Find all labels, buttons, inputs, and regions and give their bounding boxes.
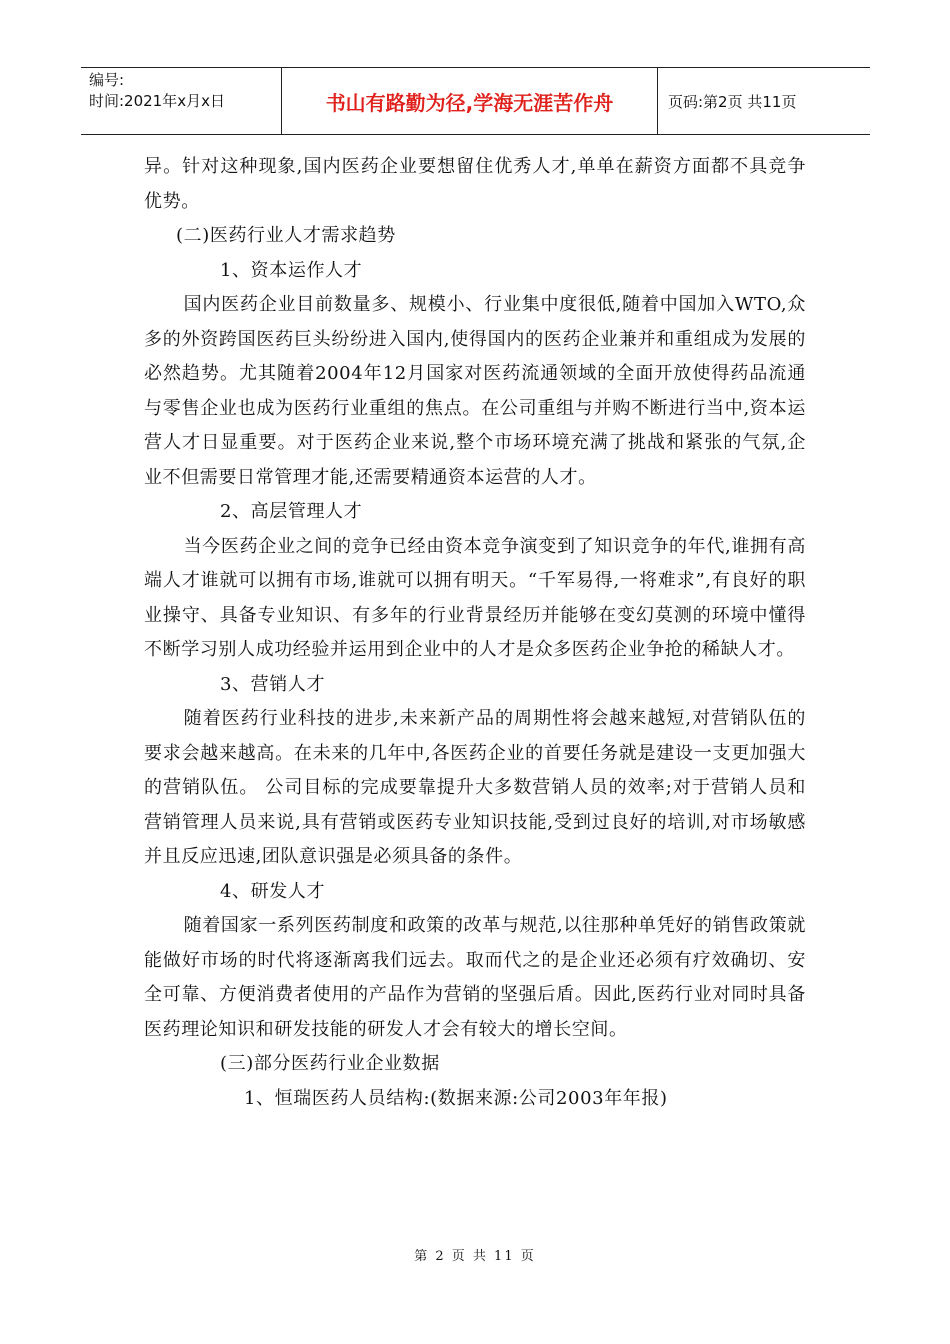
header-motto: 书山有路勤为径,学海无涯苦作舟: [282, 68, 658, 134]
paragraph: 国内医药企业目前数量多、规模小、行业集中度很低,随着中国加入WTO,众多的外资跨国医药巨头纷纷进入国内,使得国内的医药企业兼并和重组成为发展的必然趋势。尤其随着2004年12月国家对医药流通领域的全面开放使得药品流通与零售企业也成为医药行业重组的焦点。在公司重组与并购不断进行当中,资本运营人才日显重要。对于医药企业来说,整个市场环境充满了挑战和紧张的气氛,企业不但需要日常管理才能,还需要精通资本运营的人才。: [144, 294, 806, 488]
section-heading: (三)部分医药行业企业数据: [220, 1053, 440, 1074]
subsection-heading: 2、高层管理人才: [220, 501, 363, 522]
subsection-heading: 1、恒瑞医药人员结构:(数据来源:公司2003年年报): [244, 1087, 668, 1109]
time-label: 时间:2021年x月x日: [89, 92, 225, 110]
paragraph: 随着医药行业科技的进步,未来新产品的周期性将会越来越短,对营销队伍的要求会越来越高。在未来的几年中,各医药企业的首要任务就是建设一支更加强大的营销队伍。 公司目标的完成要靠提升大多数营销人员的效率;对于营销人员和营销管理人员来说,具有营销或医药专业知识技能,受到过良好的培训,对市场敏感并且反应迅速,团队意识强是必须具备的条件。: [144, 708, 806, 867]
subsection-heading: 3、营销人才: [220, 673, 326, 695]
document-header: [81, 67, 870, 135]
paragraph: 随着国家一系列医药制度和政策的改革与规范,以往那种单凭好的销售政策就能做好市场的时代将逐渐离我们远去。取而代之的是企业还必须有疗效确切、安全可靠、方便消费者使用的产品作为营销的坚强后盾。因此,医药行业对同时具备医药理论知识和研发技能的研发人才会有较大的增长空间。: [144, 915, 806, 1040]
header-page-label: 页码:第2页 共11页: [668, 92, 797, 111]
page-footer: 第 2 页 共 11 页: [414, 1249, 536, 1264]
section-heading: (二)医药行业人才需求趋势: [176, 225, 396, 246]
subsection-heading: 1、资本运作人才: [220, 259, 363, 281]
subsection-heading: 4、研发人才: [220, 880, 326, 902]
paragraph: 当今医药企业之间的竞争已经由资本竞争演变到了知识竞争的年代,谁拥有高端人才谁就可以拥有市场,谁就可以拥有明天。“千军易得,一将难求”,有良好的职业操守、具备专业知识、有多年的行业背景经历并能够在变幻莫测的环境中懂得不断学习别人成功经验并运用到企业中的人才是众多医药企业争抢的稀缺人才。: [144, 535, 806, 660]
paragraph: 异。针对这种现象,国内医药企业要想留住优秀人才,单单在薪资方面都不具竞争优势。: [144, 156, 806, 212]
header-meta: [81, 68, 282, 134]
number-label: 编号:: [89, 71, 125, 89]
document-body: [144, 150, 806, 1116]
